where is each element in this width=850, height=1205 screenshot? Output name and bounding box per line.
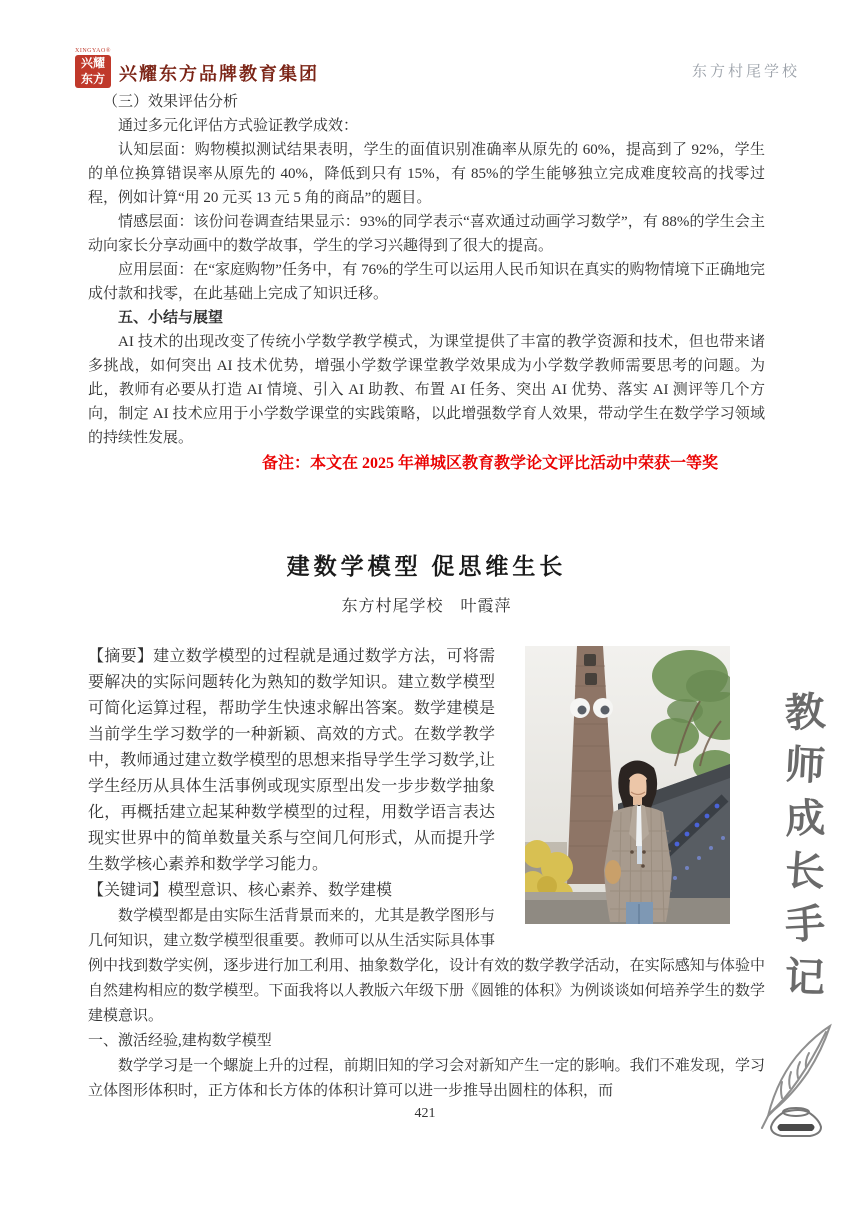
article-byline: 东方村尾学校 叶霞萍 — [341, 598, 512, 615]
body-paragraph: 通过多元化评估方式验证教学成效： — [118, 118, 359, 134]
seal-trademark-label: XINGYAO® — [75, 48, 111, 54]
body-paragraph: 情感层面：该份问卷调查结果显示：93%的同学表示“喜欢通过动画学习数学”，有 88%的学生会主动向家长分享动画中的数学故事，学生的学习兴趣得到了很大的提高。 — [88, 214, 765, 254]
author-photo-illustration — [525, 646, 730, 924]
brand-seal-logo-icon — [75, 48, 115, 88]
brand-title: 兴耀东方品牌教育集团 — [119, 64, 319, 84]
keywords-paragraph: 【关键词】模型意识、核心素养、数学建模 — [88, 882, 393, 899]
article — [88, 552, 765, 1104]
motto-char: 长 — [783, 847, 827, 896]
body-paragraph: 数学模型都是由实际生活背景而来的，尤其是教学图形与几何知识，建立数学模型很重要。教师可以从生活实际具体事例中找到数学实例，逐步进行加工利用、抽象数学化，设计有效的数学教学活动，在实际感知与体验中自然建构相应的数学模型。下面我将以人教版六年级下册《圆锥的体积》为例谈谈如何培养学生的数学建模意识。 — [88, 908, 765, 1024]
motto-char: 师 — [783, 741, 827, 790]
seal-text-bottom: 东方 — [80, 72, 105, 87]
body-paragraph: 应用层面：在“家庭购物”任务中，有 76%的学生可以运用人民币知识在真实的购物情境下正确地完成付款和找零，在此基础上完成了知识迁移。 — [88, 262, 765, 302]
page-number: 421 — [414, 1106, 436, 1121]
subsection-heading: （三）效果评估分析 — [103, 94, 239, 110]
quill-pen-icon — [746, 1020, 844, 1140]
body-paragraph: 数学学习是一个螺旋上升的过程，前期旧知的学习会对新知产生一定的影响。我们不难发现，学习立体图形体积时，正方体和长方体的体积计算可以进一步推导出圆柱的体积，而 — [88, 1058, 765, 1099]
motto-char: 教 — [783, 688, 827, 737]
motto-char: 手 — [783, 900, 827, 949]
section-heading: 一、激活经验,建构数学模型 — [88, 1033, 272, 1049]
motto-char: 成 — [784, 795, 826, 842]
section-heading: 五、小结与展望 — [118, 310, 224, 326]
article-title: 建数学模型 促思维生长 — [286, 554, 567, 579]
body-paragraph: 认知层面：购物模拟测试结果表明，学生的面值识别准确率从原先的 60%，提高到了 92%，学生的单位换算错误率从原先的 40%，降低到只有 15%，有 85%的学生能够独立完成难度较高的找零过程，例如计算“用 20 元买 13 元 5 角的商品”的题目。 — [88, 142, 765, 206]
author-photo — [525, 646, 730, 924]
previous-article-tail — [88, 90, 765, 450]
school-name-header: 东方村尾学校 — [691, 64, 800, 80]
award-note: 备注：本文在 2025 年禅城区教育教学论文评比活动中荣获一等奖 — [262, 455, 719, 472]
abstract-paragraph: 【摘要】建立数学模型的过程就是通过数学方法，可将需要解决的实际问题转化为熟知的数学知识。建立数学模型可简化运算过程，帮助学生快速求解出答案。数学建模是当前学生学习数学的一种新颖、高效的方式。在数学教学中，教师通过建立数学模型的思想来指导学生学习数学,让学生经历从具体生活事例或现实原型出发一步步数学抽象化，再概括建立起某种数学模型的过程，用数学语言表达现实世界中的简单数量关系与空间几何形式，从而提升学生数学核心素养和数学学习能力。 — [88, 648, 495, 873]
page-header — [75, 48, 800, 94]
vertical-motto — [776, 686, 834, 1004]
seal-icon — [75, 55, 111, 88]
seal-text-top: 兴耀 — [80, 55, 105, 70]
article-body — [88, 644, 765, 1104]
motto-char: 记 — [784, 954, 826, 1001]
body-paragraph: AI 技术的出现改变了传统小学数学教学模式，为课堂提供了丰富的教学资源和技术，但也带来诸多挑战，如何突出 AI 技术优势，增强小学数学课堂教学效果成为小学数学教师需要思考的问题。为此，教师有必要从打造 AI 情境、引入 AI 助教、布置 AI 任务、突出 AI 优势、落实 AI 测评等几个方向，制定 AI 技术应用于小学数学课堂的实践策略，以此增强数学育人效果，带动学生在数学学习领域的持续性发展。 — [88, 334, 765, 446]
